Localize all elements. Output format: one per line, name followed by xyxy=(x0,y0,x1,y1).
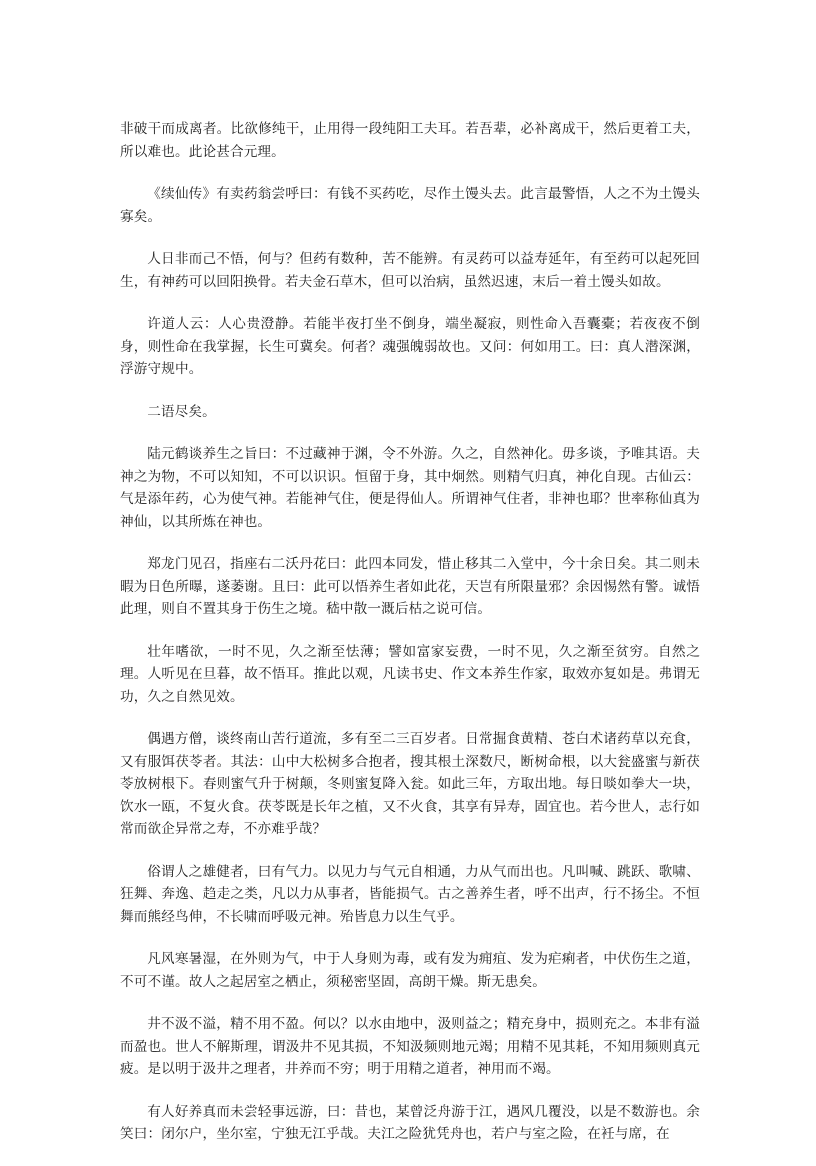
paragraph-7: 郑龙门见召，指座右二沃丹花曰：此四本同发，惜止移其二入堂中，今十余日矣。其二则未暇为日色所曝，遂萎谢。且曰：此可以悟养生者如此花，天岂有所限量邪？余因惕然有警。诚悟此理，则自不置其身于伤生之境。嵇中散一溉后枯之说可信。 xyxy=(120,556,700,617)
paragraph-8: 壮年嗜欲，一时不见，久之渐至怯薄；譬如富家妄费，一时不见，久之渐至贫穷。自然之理。人听见在旦暮，故不悟耳。推此以观，凡读书史、作文本养生作家，取效亦复如是。弗谓无功，久之自然见效。 xyxy=(120,643,700,705)
paragraph-1: 非破干而成离者。比欲修纯干，止用得一段纯阳工夫耳。若吾辈，必补离成干，然后更着工夫，所以难也。此论甚合元理。 xyxy=(120,121,700,160)
paragraph-10: 俗谓人之雄健者，曰有气力。以见力与气元自相通，力从气而出也。凡叫喊、跳跃、歌啸、狂舞、奔逸、趋走之类，凡以力从事者，皆能损气。古之善养生者，呼不出声，行不扬尘。不恒舞而熊经鸟伸，不长啸而呼吸元神。殆皆息力以生气乎。 xyxy=(120,863,700,925)
paragraph-4: 许道人云：人心贵澄静。若能半夜打坐不倒身，端坐凝寂，则性命入吾囊橐；若夜夜不倒身，则性命在我掌握，长生可冀矣。何者？魂强魄弱故也。又问：何如用工。曰：真人潜深渊，浮游守规中。 xyxy=(120,316,700,377)
document-page xyxy=(120,118,700,1166)
paragraph-12: 井不汲不溢，精不用不盈。何以？以水由地中，汲则益之；精充身中，损则充之。本非有溢而盈也。世人不解斯理，谓汲井不见其损，不知汲频则地元竭；用精不见其耗，不知用频则真元疲。是以明于汲井之理者，井养而不穷；明于用精之道者，神用而不竭。 xyxy=(120,1016,700,1077)
paragraph-11: 凡风寒暑湿，在外则为气，中于人身则为毒，或有发为痈疽、发为疟痢者，中伏伤生之道，不可不谨。故人之起居室之栖止，须秘密坚固，高朗干燥。斯无患矣。 xyxy=(120,951,700,990)
paragraph-13: 有人好养真而未尝轻事远游，曰：昔也，某曾泛舟游于江，遇风几覆没，以是不数游也。余笑曰：闭尔户，坐尔室，宁独无江乎哉。夫江之险犹凭舟也，若户与室之险，在衽与席，在 xyxy=(120,1103,700,1142)
paragraph-5: 二语尽矣。 xyxy=(147,403,216,420)
paragraph-2: 《续仙传》有卖药翁尝呼曰：有钱不买药吃，尽作土馒头去。此言最警悟，人之不为土馒头寡矣。 xyxy=(120,186,700,225)
paragraph-6: 陆元鹤谈养生之旨曰：不过藏神于渊，令不外游。久之，自然神化。毋多谈，予唯其语。夫神之为物，不可以知知，不可以识识。恒留于身，其中炯然。则精气归真，神化自现。古仙云：气是添年药，心为使气神。若能神气住，便是得仙人。所谓神气住者，非神也耶？世率称仙真为神仙，以其所炼在神也。 xyxy=(120,446,700,530)
paragraph-9: 偶遇方僧，谈终南山苦行道流，多有至二三百岁者。日常掘食黄精、苍白术诸药草以充食，又有服饵茯苓者。其法：山中大松树多合抱者，搜其根土深数尺，断树命根，以大瓮盛蜜与新茯苓放树根下。春则蜜气升于树颠，冬则蜜复降入瓮。如此三年，方取出地。每日啖如拳大一块，饮水一瓯，不复火食。茯苓既是长年之植，又不火食，其享有异寿，固宜也。若今世人，志行如常而欲企异常之寿，不亦难乎哉？ xyxy=(120,731,700,837)
paragraph-3: 人日非而己不悟，何与？但药有数种，苦不能辨。有灵药可以益寿延年，有至药可以起死回生，有神药可以回阳换骨。若夫金石草木，但可以治病，虽然迟速，末后一着土馒头如故。 xyxy=(120,251,700,290)
